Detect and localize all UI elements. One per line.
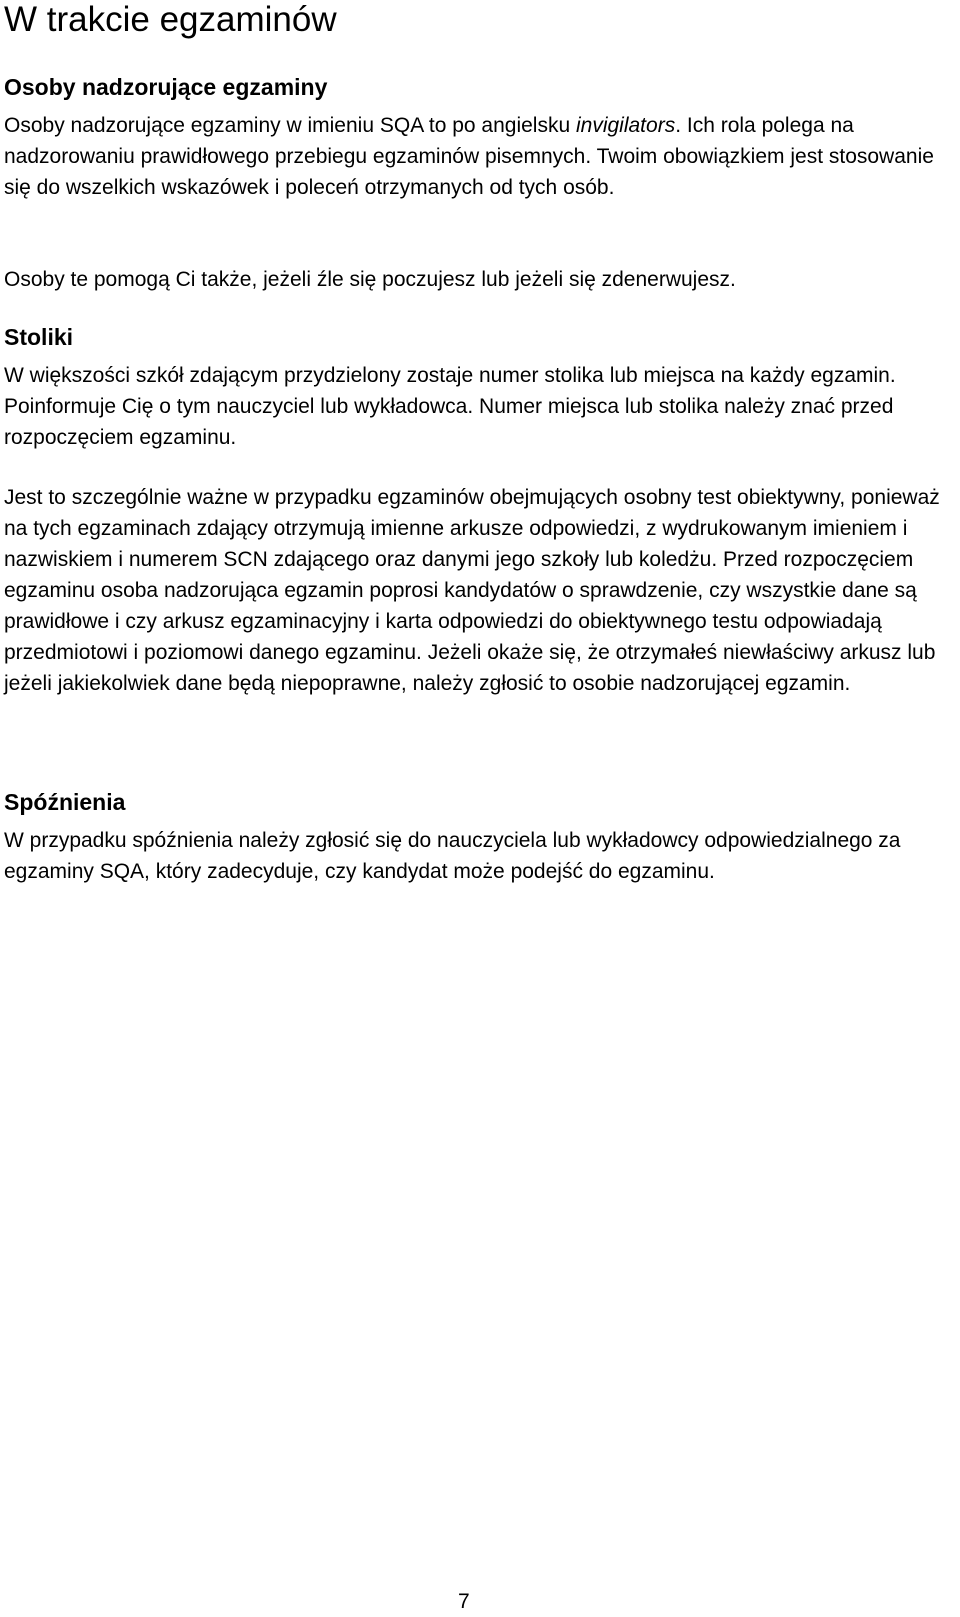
page-title: W trakcie egzaminów (4, 0, 337, 39)
section-heading-invigilators: Osoby nadzorujące egzaminy (4, 74, 328, 100)
paragraph-invigilators-help: Osoby te pomogą Ci także, jeżeli źle się poczujesz lub jeżeli się zdenerwujesz. (4, 268, 736, 291)
emphasis-term: invigilators (575, 114, 676, 137)
page-number: 7 (458, 1590, 470, 1613)
paragraph-desks-number: W większości szkół zdającym przydzielony zostaje numer stolika lub miejsca na każdy egzamin. Poinformuje Cię o tym nauczyciel lub wykładowca. Numer miejsca lub stolika należy znać przed rozpoczęciem egzaminu. (4, 364, 896, 449)
section-heading-lateness: Spóźnienia (4, 789, 126, 815)
paragraph-text: . Ich rola polega na nadzorowaniu prawidłowego przebiegu egzaminów pisemnych. Twoim obowiązkiem jest stosowanie się do wszelkich wskazówek i poleceń otrzymanych od tych osób. (4, 114, 934, 199)
paragraph-lateness: W przypadku spóźnienia należy zgłosić się do nauczyciela lub wykładowcy odpowiedzialnego za egzaminy SQA, który zadecyduje, czy kandydat może podejść do egzaminu. (4, 829, 901, 883)
paragraph-text: Osoby nadzorujące egzaminy w imieniu SQA to po angielsku (4, 114, 576, 137)
section-heading-desks: Stoliki (4, 324, 74, 350)
paragraph-invigilators-role (4, 110, 956, 203)
paragraph-desks-objective-test: Jest to szczególnie ważne w przypadku egzaminów obejmujących osobny test obiektywny, ponieważ na tych egzaminach zdający otrzymują imienne arkusze odpowiedzi, z wydrukowanym imieniem i nazwiskiem i numerem SCN zdającego oraz danymi jego szkoły lub koledżu. Przed rozpoczęciem egzaminu osoba nadzorująca egzamin poprosi kandydatów o sprawdzenie, czy wszystkie dane są prawidłowe i czy arkusz egzaminacyjny i karta odpowiedzi do obiektywnego testu odpowiadają przedmiotowi i poziomowi danego egzaminu. Jeżeli okaże się, że otrzymałeś niewłaściwy arkusz lub jeżeli jakiekolwiek dane będą niepoprawne, należy zgłosić to osobie nadzorującej egzamin. (4, 486, 940, 695)
